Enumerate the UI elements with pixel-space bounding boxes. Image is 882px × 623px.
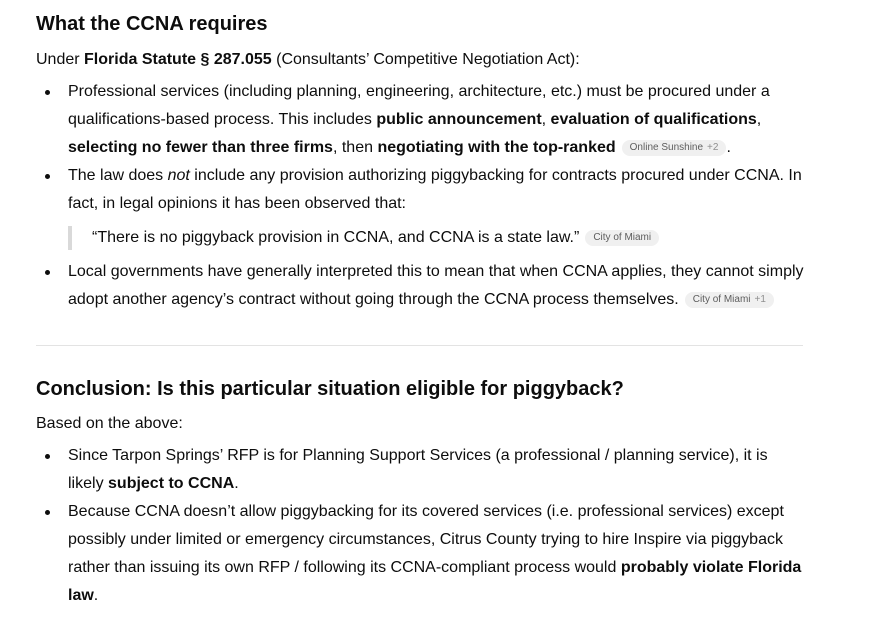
conclusion-intro: Based on the above: <box>36 415 183 432</box>
text: . <box>93 587 99 604</box>
citation-pill-city-of-miami[interactable] <box>585 230 659 246</box>
text: Local governments have generally interpreted this to mean that when CCNA applies, they cannot simply adopt another agency’s contract without going through the CCNA process themselves. <box>68 263 804 308</box>
list-item <box>36 162 806 250</box>
text: The law does <box>68 167 168 184</box>
text: include any provision authorizing piggybacking for contracts procured under CCNA. In fact, in legal opinions it has been observed that: <box>68 167 802 212</box>
bold-text: evaluation of qualifications <box>550 111 757 128</box>
text: , <box>756 111 762 128</box>
citation-pill-online-sunshine[interactable] <box>622 140 727 156</box>
bold-text: public announcement <box>376 111 542 128</box>
citation-source: City of Miami <box>692 294 751 305</box>
section-intro <box>36 48 580 72</box>
section-heading-conclusion: Conclusion: Is this particular situation eligible for piggyback? <box>36 378 624 400</box>
text: , then <box>332 139 378 156</box>
citation-more-count: +2 <box>707 142 719 153</box>
text: , <box>541 111 551 128</box>
text: Since Tarpon Springs’ RFP is for Planning Support Services (a professional / planning service), it is likely <box>68 447 768 492</box>
citation-source: Online Sunshine <box>629 142 704 153</box>
text: . <box>234 475 239 492</box>
list-item <box>36 442 806 498</box>
citation-more-count: +1 <box>754 294 766 305</box>
text: Professional services (including planning, engineering, architecture, etc.) must be procured under a qualifications-based process. This includes <box>68 83 770 128</box>
intro-text-end: (Consultants’ Competitive Negotiation Act): <box>271 51 580 68</box>
bold-text: probably violate Florida law <box>68 559 802 604</box>
bold-text: subject to CCNA <box>108 475 235 492</box>
intro-text: Under <box>36 51 85 68</box>
list-item <box>36 78 806 162</box>
bold-text: selecting no fewer than three firms <box>68 139 333 156</box>
citation-pill-city-of-miami-2[interactable] <box>685 292 774 308</box>
statute-name: Florida Statute § 287.055 <box>84 51 272 68</box>
list-item <box>36 258 806 314</box>
citation-source: City of Miami <box>593 232 652 243</box>
ccna-requirements-list <box>36 78 806 314</box>
section-divider <box>36 345 803 346</box>
bold-text: negotiating with the top-ranked <box>377 139 616 156</box>
quote-text: “There is no piggyback provision in CCNA, and CCNA is a state law.” <box>92 229 580 246</box>
text: Because CCNA doesn’t allow piggybacking for its covered services (i.e. professional services) except possibly under limited or emergency circumstances, Citrus County trying to hire Inspire via piggyback rather than issuing its own RFP / following its CCNA-compliant process would <box>68 503 784 576</box>
italic-text: not <box>167 167 190 184</box>
section-heading-ccna-requires: What the CCNA requires <box>36 13 268 35</box>
conclusion-list <box>36 442 806 610</box>
quote-block <box>68 226 806 250</box>
list-item <box>36 498 806 610</box>
text: . <box>726 139 731 156</box>
